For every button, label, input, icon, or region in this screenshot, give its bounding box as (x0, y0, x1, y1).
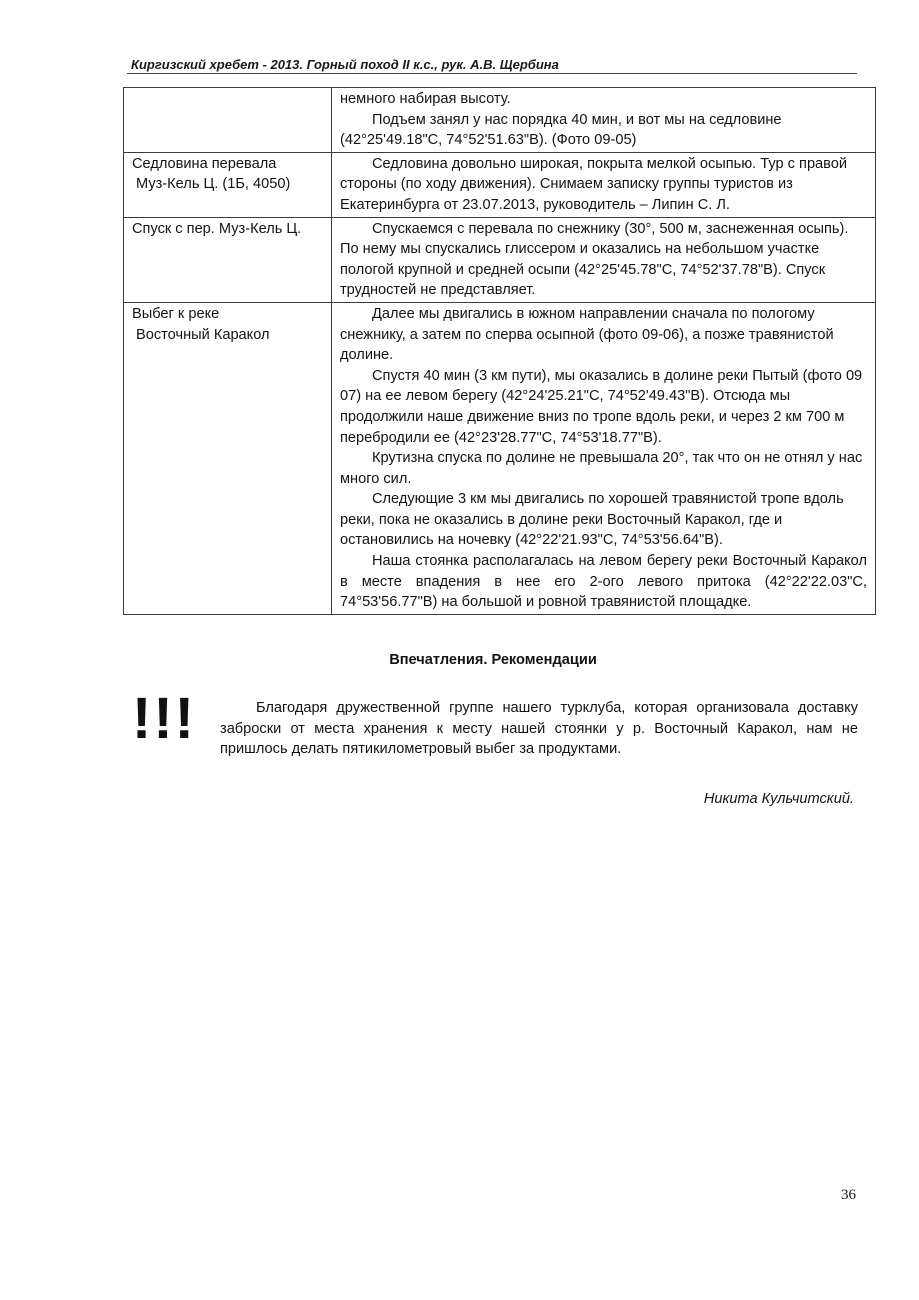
description-cell (332, 217, 876, 302)
description-paragraph: Далее мы двигались в южном направлении сначала по пологому снежнику, а затем по сперва осыпной (фото 09-06), а позже травянистой долине. (340, 305, 834, 364)
place-cell (124, 88, 332, 153)
table-row (124, 152, 876, 217)
place-name: Седловина перевала (132, 155, 277, 172)
place-detail: Восточный Каракол (136, 326, 270, 343)
description-paragraph: Спустя 40 мин (3 км пути), мы оказались в долине реки Пытый (фото 09 07) на ее левом берегу (42°24'25.21"С, 74°52'49.43"В). Отсюда мы продолжили наше движение вниз по тропе вдоль реки, и через 2 км 700 м перебродили ее (42°23'28.77"С, 74°53'18.77"В). (340, 367, 863, 446)
description-paragraph: Спускаемся с перевала по снежнику (30°, 500 м, заснеженная осыпь). По нему мы спускались глиссером и оказались на небольшом участке пологой крупной и средней осыпи (42°25'45.78"С, 74°52'37.78"В). Спуск трудностей не представляет. (340, 220, 849, 299)
place-cell (124, 302, 332, 614)
place-name: Выбег к реке (132, 305, 220, 322)
table-row (124, 88, 876, 153)
page-header-title: Киргизский хребет - 2013. Горный поход II к.с., рук. А.В. Щербина (131, 57, 559, 72)
recommendation-text: Благодаря дружественной группе нашего турклуба, которая организовала доставку заброски от места хранения к месту нашей стоянки у р. Восточный Каракол, нам не пришлось делать пятикилометровый выбег за продуктами. (220, 700, 858, 758)
header-divider (127, 73, 857, 74)
description-paragraph: Следующие 3 км мы двигались по хорошей травянистой тропе вдоль реки, пока не оказались в долине реки Восточный Каракол, где и остановились на ночевку (42°22'21.93"С, 74°53'56.64"В). (340, 491, 844, 549)
description-paragraph: Крутизна спуска по долине не превышала 20°, так что он не отнял у нас много сил. (340, 450, 863, 487)
description-paragraph: Подъем занял у нас порядка 40 мин, и вот мы на седловине (42°25'49.18"С, 74°52'51.63"В). (Фото 09-05) (340, 111, 782, 149)
description-cell (332, 302, 876, 614)
table-row (124, 217, 876, 302)
place-name: Спуск с пер. Муз-Кель Ц. (132, 220, 302, 237)
route-description-table (123, 87, 876, 615)
place-detail: Муз-Кель Ц. (1Б, 4050) (136, 176, 291, 193)
description-cell (332, 88, 876, 153)
description-paragraph: Седловина довольно широкая, покрыта мелкой осыпью. Тур с правой стороны (по ходу движения). Снимаем записку группы туристов из Екатеринбурга от 23.07.2013, руководитель – Липин С. Л. (340, 155, 848, 213)
description-paragraph: немного набирая высоту. (340, 91, 511, 107)
page-number: 36 (841, 1187, 856, 1203)
place-cell (124, 217, 332, 302)
description-cell (332, 152, 876, 217)
place-cell (124, 152, 332, 217)
exclamation-mark: !!! (132, 686, 196, 751)
description-paragraph: Наша стоянка располагалась на левом берегу реки Восточный Каракол в месте впадения в нее его 2-ого левого притока (42°22'22.03"С, 74°53'56.77"В) на большой и ровной травянистой площадке. (340, 553, 867, 611)
author-signature: Никита Кульчитский. (703, 791, 854, 807)
section-title: Впечатления. Рекомендации (389, 652, 597, 668)
table-row (124, 302, 876, 614)
